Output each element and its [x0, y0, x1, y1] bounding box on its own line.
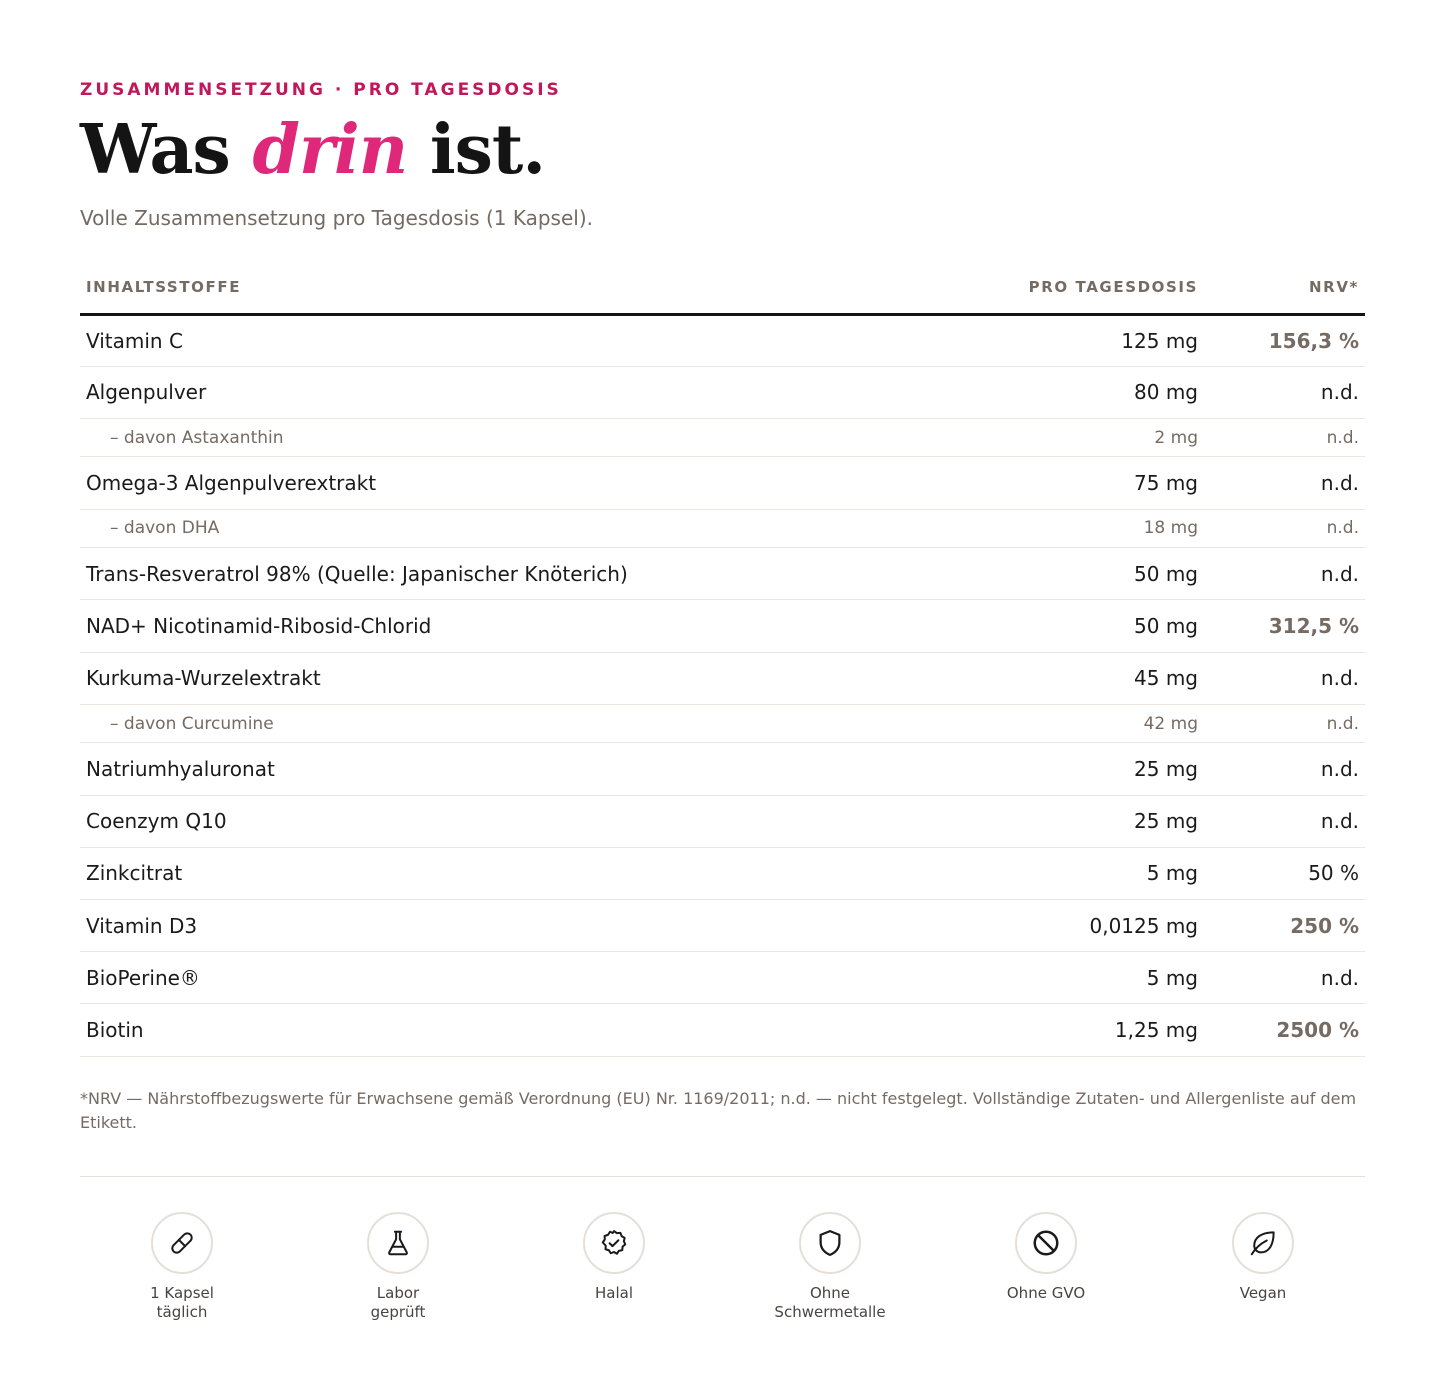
badge-label: 1 Kapsel täglich	[150, 1284, 214, 1321]
capsule-icon	[151, 1212, 213, 1274]
badge-heavy-metal-free	[730, 1212, 930, 1322]
ingredient-nrv: n.d.	[1204, 418, 1365, 457]
badge-vegan	[1163, 1212, 1363, 1303]
ingredient-nrv: n.d.	[1204, 366, 1365, 418]
table-header-row	[80, 262, 1365, 314]
ingredient-name: BioPerine®	[80, 952, 980, 1004]
ingredient-name: Coenzym Q10	[80, 795, 980, 847]
badge-label: Vegan	[1239, 1284, 1287, 1302]
ingredient-nrv: n.d.	[1204, 743, 1365, 795]
ingredient-dose: 45 mg	[980, 652, 1204, 704]
flask-icon	[367, 1212, 429, 1274]
ingredient-dose: 50 mg	[980, 600, 1204, 652]
table-subrow	[80, 418, 1365, 457]
title-pre: Was	[80, 110, 253, 190]
ingredient-name: Natriumhyaluronat	[80, 743, 980, 795]
ingredient-nrv: n.d.	[1204, 457, 1365, 509]
ingredient-nrv: n.d.	[1204, 652, 1365, 704]
ingredient-dose: 18 mg	[980, 509, 1204, 548]
column-header-dose: PRO TAGESDOSIS	[980, 262, 1204, 314]
ingredient-name: – davon DHA	[80, 509, 980, 548]
nrv-footnote: *NRV — Nährstoffbezugswerte für Erwachsene gemäß Verordnung (EU) Nr. 1169/2011; n.d. — nicht festgelegt. Vollständige Zutaten- und Allergenliste auf dem Etikett.	[80, 1089, 1357, 1132]
table-row	[80, 952, 1365, 1004]
table-row	[80, 548, 1365, 600]
halal-seal-icon	[583, 1212, 645, 1274]
ingredient-dose: 25 mg	[980, 795, 1204, 847]
column-header-nrv: NRV*	[1204, 262, 1365, 314]
ingredient-dose: 5 mg	[980, 952, 1204, 1004]
table-row	[80, 743, 1365, 795]
ingredient-nrv: n.d.	[1204, 704, 1365, 743]
badge-label: Labor geprüft	[370, 1284, 426, 1321]
ingredient-name: Trans-Resveratrol 98% (Quelle: Japanischer Knöterich)	[80, 548, 980, 600]
ingredient-dose: 5 mg	[980, 847, 1204, 899]
ingredient-nrv: 50 %	[1204, 847, 1365, 899]
ingredient-nrv: n.d.	[1204, 548, 1365, 600]
badge-label: Ohne GVO	[1006, 1284, 1086, 1302]
ingredient-name: – davon Astaxanthin	[80, 418, 980, 457]
table-row	[80, 366, 1365, 418]
table-subrow	[80, 509, 1365, 548]
ingredient-nrv: n.d.	[1204, 795, 1365, 847]
page-subtitle: Volle Zusammensetzung pro Tagesdosis (1 Kapsel).	[80, 206, 593, 230]
table-row	[80, 652, 1365, 704]
ingredient-name: NAD+ Nicotinamid-Ribosid-Chlorid	[80, 600, 980, 652]
badge-capsule	[82, 1212, 282, 1322]
badge-lab-tested	[298, 1212, 498, 1322]
ingredients-table	[80, 262, 1365, 1057]
table-row	[80, 314, 1365, 366]
section-eyebrow: ZUSAMMENSETZUNG · PRO TAGESDOSIS	[80, 80, 562, 100]
ingredient-dose: 42 mg	[980, 704, 1204, 743]
ingredient-nrv: n.d.	[1204, 952, 1365, 1004]
ingredient-name: Biotin	[80, 1004, 980, 1056]
title-post: ist.	[407, 110, 546, 190]
ingredient-name: – davon Curcumine	[80, 704, 980, 743]
feature-badges	[80, 1212, 1365, 1332]
ingredient-name: Vitamin D3	[80, 899, 980, 951]
ingredient-dose: 25 mg	[980, 743, 1204, 795]
column-header-ingredients: INHALTSSTOFFE	[80, 262, 980, 314]
ingredient-dose: 1,25 mg	[980, 1004, 1204, 1056]
divider	[80, 1176, 1365, 1177]
badge-halal	[514, 1212, 714, 1303]
table-row	[80, 1004, 1365, 1056]
table-row	[80, 600, 1365, 652]
ingredient-name: Zinkcitrat	[80, 847, 980, 899]
badge-label: Ohne Schwermetalle	[774, 1284, 886, 1321]
ingredient-dose: 50 mg	[980, 548, 1204, 600]
title-accent: drin	[252, 110, 408, 190]
ingredient-nrv: 2500 %	[1204, 1004, 1365, 1056]
table-row	[80, 899, 1365, 951]
no-symbol-icon	[1015, 1212, 1077, 1274]
ingredient-name: Omega-3 Algenpulverextrakt	[80, 457, 980, 509]
ingredient-nrv: 156,3 %	[1204, 314, 1365, 366]
table-row	[80, 457, 1365, 509]
table-row	[80, 795, 1365, 847]
shield-icon	[799, 1212, 861, 1274]
table-row	[80, 847, 1365, 899]
ingredient-nrv: 312,5 %	[1204, 600, 1365, 652]
table-body	[80, 314, 1365, 1056]
ingredient-dose: 80 mg	[980, 366, 1204, 418]
ingredient-nrv: n.d.	[1204, 509, 1365, 548]
page-title	[80, 110, 545, 190]
badge-non-gmo	[946, 1212, 1146, 1303]
ingredient-name: Algenpulver	[80, 366, 980, 418]
badge-label: Halal	[595, 1284, 633, 1302]
ingredient-dose: 75 mg	[980, 457, 1204, 509]
leaf-icon	[1232, 1212, 1294, 1274]
ingredient-dose: 2 mg	[980, 418, 1204, 457]
table-subrow	[80, 704, 1365, 743]
ingredient-name: Vitamin C	[80, 314, 980, 366]
ingredient-dose: 125 mg	[980, 314, 1204, 366]
ingredient-nrv: 250 %	[1204, 899, 1365, 951]
ingredient-name: Kurkuma-Wurzelextrakt	[80, 652, 980, 704]
ingredient-dose: 0,0125 mg	[980, 899, 1204, 951]
